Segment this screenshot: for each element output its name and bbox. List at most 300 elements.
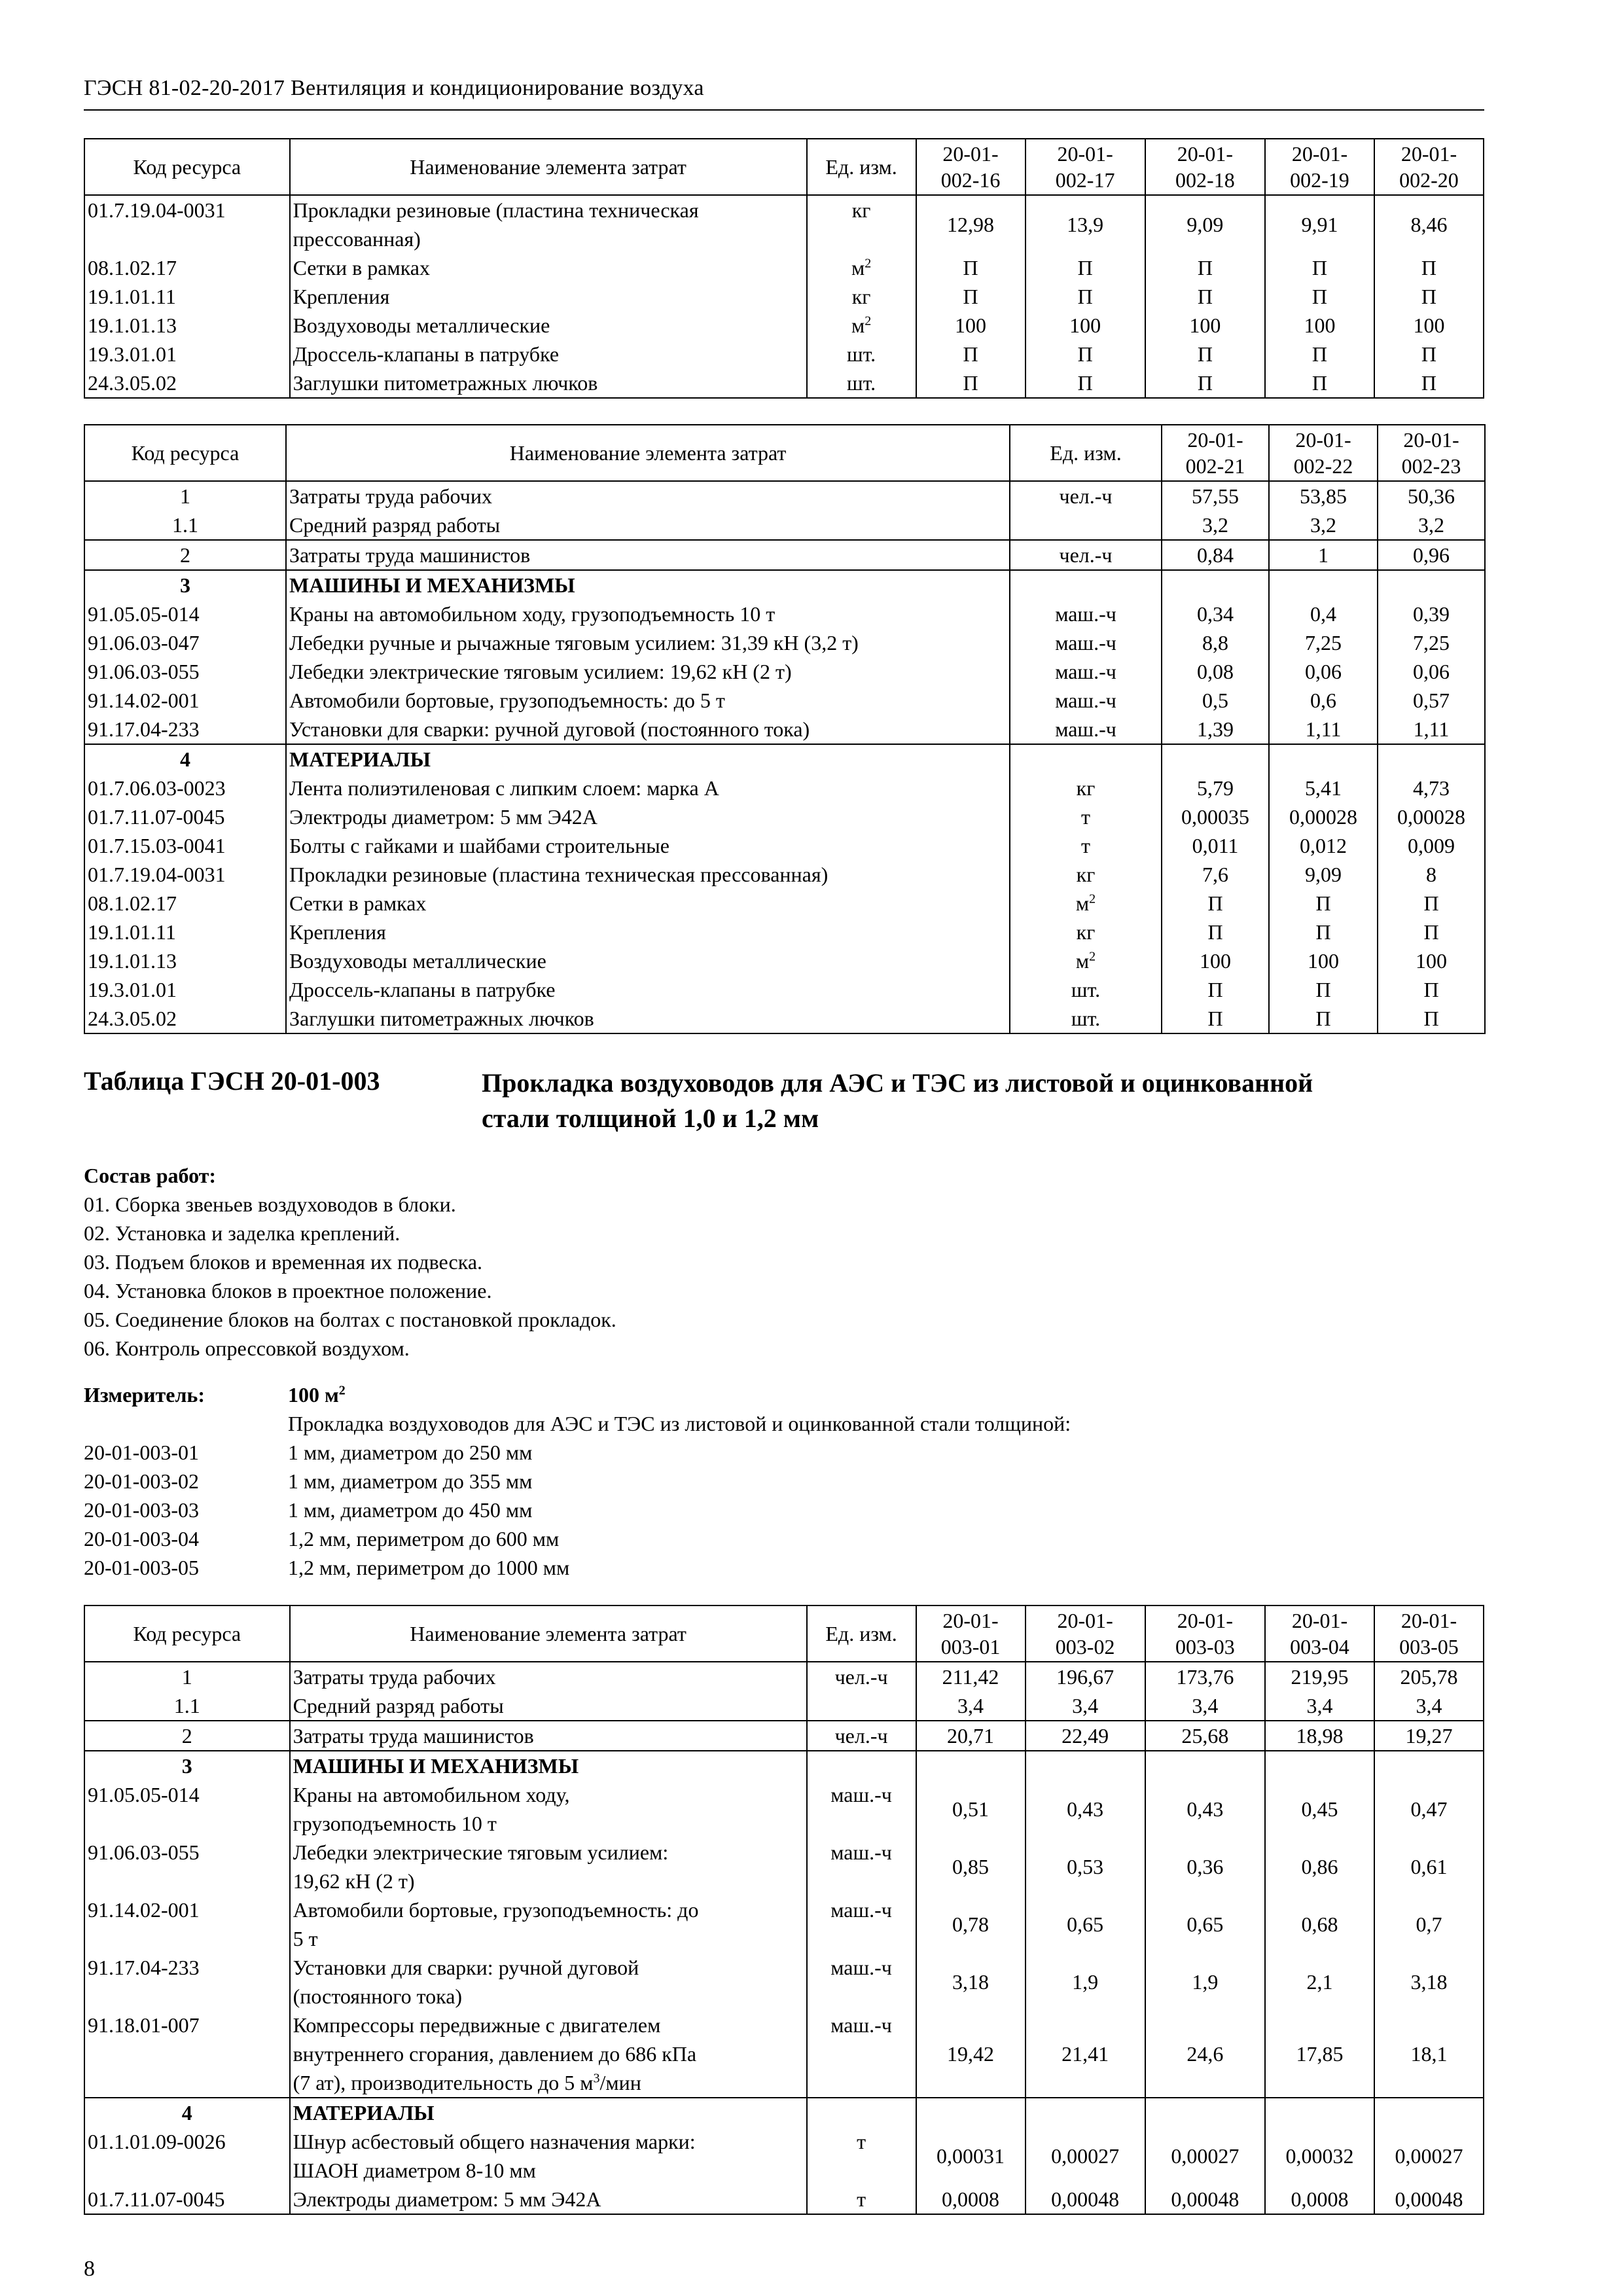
- header-norm-code: [1145, 1605, 1265, 1662]
- resource-code: 91.06.03-047: [84, 628, 286, 657]
- resource-name-line: Компрессоры передвижные с двигателем: [293, 2013, 661, 2037]
- norm-value: П: [916, 340, 1026, 368]
- norm-value: 7,25: [1378, 628, 1485, 657]
- norm-value: 19,42: [916, 2011, 1026, 2098]
- norm-value: 7,6: [1162, 860, 1269, 889]
- norm-value: П: [1026, 368, 1145, 398]
- table-row: [84, 1721, 1484, 1751]
- norm-value: 0,78: [916, 1895, 1026, 1953]
- resource-name: [290, 368, 807, 398]
- norm-value: 18,98: [1265, 1721, 1374, 1751]
- norm-value: П: [1269, 1004, 1378, 1033]
- unit: [1010, 511, 1162, 540]
- resource-name: [286, 975, 1010, 1004]
- resource-name-line: Лебедки ручные и рычажные тяговым усилием: 31,39 кН (3,2 т): [289, 631, 859, 655]
- work-item: 04. Установка блоков в проектное положение.: [84, 1279, 492, 1302]
- norm-value: [1145, 1751, 1265, 1780]
- norm-value: 3,2: [1378, 511, 1485, 540]
- resource-name: [286, 686, 1010, 715]
- norm-value: 8: [1378, 860, 1485, 889]
- work-item: 05. Соединение блоков на болтах с постановкой прокладок.: [84, 1308, 616, 1331]
- header-name: Наименование элемента затрат: [286, 425, 1010, 481]
- norm-value: 100: [1269, 946, 1378, 975]
- resource-code: 91.06.03-055: [84, 657, 286, 686]
- resource-name-line: Автомобили бортовые, грузоподъемность: до 5 т: [289, 689, 725, 712]
- norm-value: 0,00035: [1162, 802, 1269, 831]
- header-norm-code-line: 002-21: [1185, 454, 1245, 478]
- norm-value: [1162, 570, 1269, 600]
- resource-name-line: Электроды диаметром: 5 мм Э42А: [289, 805, 597, 829]
- table-row: [84, 340, 1484, 368]
- resource-code: 01.7.11.07-0045: [84, 2185, 290, 2214]
- unit: маш.-ч: [807, 1953, 916, 2011]
- resource-code: 91.18.01-007: [84, 2011, 290, 2098]
- resource-name: [286, 860, 1010, 889]
- norm-value: П: [1026, 282, 1145, 311]
- header-code: Код ресурса: [84, 425, 286, 481]
- norm-value: 0,43: [1145, 1780, 1265, 1838]
- measure-item-text: 1,2 мм, периметром до 600 мм: [288, 1527, 560, 1551]
- resource-name: [290, 253, 807, 282]
- resource-table-003-01-05: [84, 1605, 1484, 2215]
- norm-value: 24,6: [1145, 2011, 1265, 2098]
- unit: маш.-ч: [807, 2011, 916, 2098]
- norm-value: 3,18: [916, 1953, 1026, 2011]
- norm-value: П: [1374, 253, 1484, 282]
- resource-name: [290, 1721, 807, 1751]
- norm-value: П: [1378, 1004, 1485, 1033]
- norm-value: 22,49: [1026, 1721, 1145, 1751]
- resource-name-line: внутреннего сгорания, давлением до 686 кПа: [293, 2042, 697, 2066]
- header-norm-code: [1265, 139, 1374, 195]
- norm-value: П: [916, 253, 1026, 282]
- page-number: 8: [84, 2257, 95, 2281]
- norm-value: 0,00027: [1145, 2127, 1265, 2185]
- header-norm-code-line: 002-18: [1175, 168, 1235, 192]
- section-title-line-2: стали толщиной 1,0 и 1,2 мм: [482, 1103, 819, 1133]
- norm-value: 0,43: [1026, 1780, 1145, 1838]
- norm-value: 0,65: [1026, 1895, 1145, 1953]
- header-norm-code: [1145, 139, 1265, 195]
- resource-code: 08.1.02.17: [84, 253, 290, 282]
- norm-value: 100: [1026, 311, 1145, 340]
- table-row: [84, 1004, 1485, 1033]
- norm-value: [1374, 1751, 1484, 1780]
- norm-value: 19,27: [1374, 1721, 1484, 1751]
- running-header: ГЭСН 81-02-20-2017 Вентиляция и кондиционирование воздуха: [84, 76, 704, 100]
- measure-item-text: 1 мм, диаметром до 355 мм: [288, 1469, 533, 1493]
- table-row: [84, 802, 1485, 831]
- norm-value: 2,1: [1265, 1953, 1374, 2011]
- table-row: [84, 1691, 1484, 1721]
- norm-value: 0,47: [1374, 1780, 1484, 1838]
- resource-name: [286, 1004, 1010, 1033]
- unit: маш.-ч: [1010, 600, 1162, 628]
- resource-name: [290, 195, 807, 253]
- norm-value: [1374, 2098, 1484, 2127]
- resource-code: 19.1.01.11: [84, 918, 286, 946]
- resource-name: [286, 774, 1010, 802]
- header-norm-code-line: 20-01-: [1177, 142, 1234, 166]
- resource-name-line: грузоподъемность 10 т: [293, 1812, 497, 1835]
- table-row: [84, 946, 1485, 975]
- work-item: 02. Установка и заделка креплений.: [84, 1221, 401, 1245]
- table-row: [84, 774, 1485, 802]
- resource-name: [286, 481, 1010, 511]
- resource-code: 3: [84, 570, 286, 600]
- resource-code: 08.1.02.17: [84, 889, 286, 918]
- norm-value: П: [1269, 975, 1378, 1004]
- table-row: [84, 2011, 1484, 2098]
- works-heading: Состав работ:: [84, 1164, 217, 1187]
- norm-value: 0,00027: [1374, 2127, 1484, 2185]
- norm-value: 100: [1162, 946, 1269, 975]
- norm-value: 1,39: [1162, 715, 1269, 744]
- unit: чел.-ч: [1010, 481, 1162, 511]
- header-unit: Ед. изм.: [807, 139, 916, 195]
- header-code: Код ресурса: [84, 1605, 290, 1662]
- norm-value: 0,65: [1145, 1895, 1265, 1953]
- norm-value: 25,68: [1145, 1721, 1265, 1751]
- norm-value: 196,67: [1026, 1662, 1145, 1691]
- header-unit: Ед. изм.: [807, 1605, 916, 1662]
- resource-code: 19.3.01.01: [84, 975, 286, 1004]
- unit: т: [807, 2185, 916, 2214]
- resource-name: [286, 540, 1010, 570]
- norm-value: П: [1378, 889, 1485, 918]
- norm-value: 0,6: [1269, 686, 1378, 715]
- resource-name-line: Автомобили бортовые, грузоподъемность: до: [293, 1898, 699, 1922]
- unit: т: [1010, 831, 1162, 860]
- measure-item-code: 20-01-003-04: [84, 1527, 199, 1551]
- resource-name-line: Шнур асбестовый общего назначения марки:: [293, 2130, 696, 2153]
- measure-item-text: 1 мм, диаметром до 450 мм: [288, 1498, 533, 1522]
- resource-code: 1.1: [84, 511, 286, 540]
- header-norm-code-line: 002-23: [1401, 454, 1461, 478]
- table-row: [84, 1662, 1484, 1691]
- norm-value: 0,68: [1265, 1895, 1374, 1953]
- header-name: Наименование элемента затрат: [290, 139, 807, 195]
- resource-name: [290, 282, 807, 311]
- resource-code: 91.17.04-233: [84, 1953, 290, 2011]
- header-norm-code-line: 20-01-: [942, 1609, 999, 1632]
- resource-name-line: Воздуховоды металлические: [289, 949, 546, 973]
- unit: шт.: [1010, 1004, 1162, 1033]
- header-norm-code-line: 20-01-: [1291, 1609, 1348, 1632]
- table-row: [84, 2185, 1484, 2214]
- norm-value: 50,36: [1378, 481, 1485, 511]
- norm-value: П: [1145, 282, 1265, 311]
- unit: шт.: [807, 340, 916, 368]
- norm-value: П: [916, 368, 1026, 398]
- resource-name: [286, 657, 1010, 686]
- resource-name-line: (постоянного тока): [293, 1984, 463, 2008]
- norm-value: 100: [1265, 311, 1374, 340]
- resource-name-line: прессованная): [293, 227, 421, 251]
- meter-value: 100 $м^2$: [288, 1383, 346, 1407]
- norm-value: 3,4: [1265, 1691, 1374, 1721]
- norm-value: 1,9: [1145, 1953, 1265, 2011]
- resource-code: 91.17.04-233: [84, 715, 286, 744]
- header-norm-code: [1162, 425, 1269, 481]
- resource-name: [286, 946, 1010, 975]
- norm-value: 0,84: [1162, 540, 1269, 570]
- table-row: [84, 1838, 1484, 1895]
- norm-value: [916, 2098, 1026, 2127]
- resource-code: 3: [84, 1751, 290, 1780]
- resource-name: [290, 2185, 807, 2214]
- norm-value: П: [1145, 340, 1265, 368]
- norm-value: 0,011: [1162, 831, 1269, 860]
- resource-name-line: Прокладки резиновые (пластина техническая: [293, 198, 699, 222]
- norm-value: 0,0008: [1265, 2185, 1374, 2214]
- norm-value: [1269, 570, 1378, 600]
- norm-value: 3,2: [1269, 511, 1378, 540]
- norm-value: 0,4: [1269, 600, 1378, 628]
- header-norm-code-line: 002-22: [1293, 454, 1353, 478]
- header-norm-code-line: 20-01-: [942, 142, 999, 166]
- table-row: [84, 2098, 1484, 2127]
- header-norm-code-line: 20-01-: [1057, 1609, 1113, 1632]
- resource-name-line: МАШИНЫ И МЕХАНИЗМЫ: [289, 573, 575, 597]
- norm-value: 5,41: [1269, 774, 1378, 802]
- table-row: [84, 1780, 1484, 1838]
- resource-code: 01.7.11.07-0045: [84, 802, 286, 831]
- norm-value: 0,7: [1374, 1895, 1484, 1953]
- resource-code: 01.7.15.03-0041: [84, 831, 286, 860]
- resource-name-line: Лента полиэтиленовая с липким слоем: марка А: [289, 776, 719, 800]
- norm-value: 9,09: [1269, 860, 1378, 889]
- table-row: [84, 831, 1485, 860]
- norm-value: 0,36: [1145, 1838, 1265, 1895]
- norm-value: 0,00048: [1145, 2185, 1265, 2214]
- header-norm-code-line: 20-01-: [1403, 428, 1459, 452]
- resource-name-line: Сетки в рамках: [293, 256, 430, 279]
- resource-name-line: Средний разряд работы: [289, 513, 501, 537]
- norm-value: [1026, 1751, 1145, 1780]
- header-norm-code: [1026, 139, 1145, 195]
- unit: шт.: [1010, 975, 1162, 1004]
- measure-item-code: 20-01-003-03: [84, 1498, 199, 1522]
- norm-value: 0,53: [1026, 1838, 1145, 1895]
- resource-name-line: Затраты труда машинистов: [293, 1724, 534, 1748]
- norm-value: 57,55: [1162, 481, 1269, 511]
- table-row: [84, 540, 1485, 570]
- norm-value: 1: [1269, 540, 1378, 570]
- resource-name-line: Прокладки резиновые (пластина техническая прессованная): [289, 863, 829, 886]
- resource-name: [290, 1953, 807, 2011]
- header-norm-code-line: 003-03: [1175, 1635, 1235, 1659]
- resource-code: 1.1: [84, 1691, 290, 1721]
- table-row: [84, 860, 1485, 889]
- resource-code: 1: [84, 1662, 290, 1691]
- norm-value: 0,08: [1162, 657, 1269, 686]
- unit: [807, 1691, 916, 1721]
- resource-name-line: Электроды диаметром: 5 мм Э42А: [293, 2187, 601, 2211]
- resource-code: 01.7.19.04-0031: [84, 195, 290, 253]
- resource-code: 4: [84, 2098, 290, 2127]
- header-norm-code-line: 002-20: [1399, 168, 1459, 192]
- resource-name-line: Дроссель-клапаны в патрубке: [293, 342, 560, 366]
- header-norm-code-line: 20-01-: [1295, 428, 1351, 452]
- resource-code: 19.3.01.01: [84, 340, 290, 368]
- norm-value: 0,39: [1378, 600, 1485, 628]
- unit: [807, 1751, 916, 1780]
- resource-code: 19.1.01.11: [84, 282, 290, 311]
- norm-value: П: [1374, 282, 1484, 311]
- header-norm-code: [1374, 139, 1484, 195]
- header-norm-code: [916, 139, 1026, 195]
- resource-name-line: Установки для сварки: ручной дуговой: [293, 1956, 639, 1979]
- resource-name-line: 19,62 кН (2 т): [293, 1869, 415, 1893]
- norm-value: 100: [1145, 311, 1265, 340]
- resource-name: [290, 1751, 807, 1780]
- unit: маш.-ч: [1010, 686, 1162, 715]
- resource-code: 2: [84, 1721, 290, 1751]
- resource-code: 01.7.19.04-0031: [84, 860, 286, 889]
- resource-name-line: МАШИНЫ И МЕХАНИЗМЫ: [293, 1754, 579, 1778]
- measure-item-code: 20-01-003-02: [84, 1469, 199, 1493]
- resource-name-line: Дроссель-клапаны в патрубке: [289, 978, 556, 1001]
- norm-value: [1265, 2098, 1374, 2127]
- resource-name-line: Затраты труда машинистов: [289, 543, 531, 567]
- header-norm-code-line: 003-04: [1290, 1635, 1349, 1659]
- resource-name: [286, 715, 1010, 744]
- norm-value: 3,4: [1374, 1691, 1484, 1721]
- norm-value: 1,11: [1269, 715, 1378, 744]
- resource-name-line: Затраты труда рабочих: [289, 484, 492, 508]
- table-row: [84, 1895, 1484, 1953]
- norm-value: 173,76: [1145, 1662, 1265, 1691]
- norm-value: 18,1: [1374, 2011, 1484, 2098]
- norm-value: П: [1269, 918, 1378, 946]
- resource-name: [290, 1838, 807, 1895]
- norm-value: 100: [916, 311, 1026, 340]
- resource-name: [286, 889, 1010, 918]
- section-label: Таблица ГЭСН 20-01-003: [84, 1066, 380, 1096]
- header-unit: Ед. изм.: [1010, 425, 1162, 481]
- resource-name: [286, 628, 1010, 657]
- table-row: [84, 975, 1485, 1004]
- unit: кг: [1010, 918, 1162, 946]
- norm-value: П: [1026, 340, 1145, 368]
- measure-item: [84, 1553, 569, 1582]
- resource-name: [286, 744, 1010, 774]
- resource-name: [290, 1895, 807, 1953]
- resource-name-line: Воздуховоды металлические: [293, 314, 550, 337]
- header-name: Наименование элемента затрат: [290, 1605, 807, 1662]
- norm-value: [916, 1751, 1026, 1780]
- norm-value: 20,71: [916, 1721, 1026, 1751]
- norm-value: 0,61: [1374, 1838, 1484, 1895]
- work-item: 01. Сборка звеньев воздуховодов в блоки.: [84, 1193, 456, 1216]
- unit: кг: [1010, 860, 1162, 889]
- meter-description: Прокладка воздуховодов для АЭС и ТЭС из листовой и оцинкованной стали толщиной:: [288, 1412, 1071, 1435]
- works-list: [84, 1190, 616, 1363]
- measure-item-text: 1,2 мм, периметром до 1000 мм: [288, 1556, 570, 1579]
- norm-value: 0,51: [916, 1780, 1026, 1838]
- resource-code: 24.3.05.02: [84, 368, 290, 398]
- unit: т: [1010, 802, 1162, 831]
- norm-value: 0,00048: [1026, 2185, 1145, 2214]
- resource-name-line: 5 т: [293, 1927, 318, 1950]
- header-norm-code-line: 003-05: [1399, 1635, 1459, 1659]
- unit: $м^2$: [1010, 889, 1162, 918]
- resource-name: [290, 340, 807, 368]
- norm-value: 21,41: [1026, 2011, 1145, 2098]
- norm-value: 0,06: [1269, 657, 1378, 686]
- unit: маш.-ч: [807, 1895, 916, 1953]
- table-row: [84, 657, 1485, 686]
- table-row: [84, 715, 1485, 744]
- resource-name-line: Лебедки электрические тяговым усилием:: [293, 1840, 669, 1864]
- resource-name: [286, 570, 1010, 600]
- header-norm-code: [1374, 1605, 1484, 1662]
- work-item: 06. Контроль опрессовкой воздухом.: [84, 1336, 410, 1360]
- table-row: [84, 195, 1484, 253]
- norm-value: 0,34: [1162, 600, 1269, 628]
- header-norm-code-line: 20-01-: [1057, 142, 1113, 166]
- measure-item-code: 20-01-003-01: [84, 1441, 199, 1464]
- resource-name: [286, 511, 1010, 540]
- measure-item-text: 1 мм, диаметром до 250 мм: [288, 1441, 533, 1464]
- measure-item: [84, 1496, 532, 1524]
- norm-value: 219,95: [1265, 1662, 1374, 1691]
- resource-code: 91.14.02-001: [84, 686, 286, 715]
- work-item: 03. Подъем блоков и временная их подвеска.: [84, 1250, 483, 1274]
- norm-value: П: [1162, 1004, 1269, 1033]
- unit: чел.-ч: [807, 1662, 916, 1691]
- resource-name-line: МАТЕРИАЛЫ: [289, 747, 431, 771]
- norm-value: [1145, 2098, 1265, 2127]
- norm-value: П: [1265, 368, 1374, 398]
- norm-value: 0,45: [1265, 1780, 1374, 1838]
- section-title: [482, 1066, 1313, 1136]
- resource-name: [286, 600, 1010, 628]
- norm-value: 4,73: [1378, 774, 1485, 802]
- norm-value: П: [1269, 889, 1378, 918]
- header-norm-code-line: 20-01-: [1400, 1609, 1457, 1632]
- norm-value: П: [1145, 368, 1265, 398]
- table-row: [84, 311, 1484, 340]
- resource-name: [290, 1691, 807, 1721]
- norm-value: 8,8: [1162, 628, 1269, 657]
- unit: $м^2$: [807, 253, 916, 282]
- resource-name-line: Крепления: [289, 920, 386, 944]
- resource-code: 24.3.05.02: [84, 1004, 286, 1033]
- norm-value: 100: [1374, 311, 1484, 340]
- norm-value: 0,012: [1269, 831, 1378, 860]
- measure-item: [84, 1524, 559, 1553]
- norm-value: 211,42: [916, 1662, 1026, 1691]
- norm-value: 0,85: [916, 1838, 1026, 1895]
- table-row: [84, 600, 1485, 628]
- header-norm-code: [1265, 1605, 1374, 1662]
- table-row: [84, 889, 1485, 918]
- measure-item: [84, 1467, 532, 1496]
- table-row: [84, 282, 1484, 311]
- unit: чел.-ч: [1010, 540, 1162, 570]
- resource-name-line: Лебедки электрические тяговым усилием: 19,62 кН (2 т): [289, 660, 792, 683]
- resource-code: 91.05.05-014: [84, 1780, 290, 1838]
- resource-name: [290, 1780, 807, 1838]
- norm-value: 5,79: [1162, 774, 1269, 802]
- table-row: [84, 744, 1485, 774]
- resource-name: [290, 2098, 807, 2127]
- norm-value: 0,009: [1378, 831, 1485, 860]
- norm-value: 9,09: [1145, 195, 1265, 253]
- header-norm-code-line: 002-16: [940, 168, 1001, 192]
